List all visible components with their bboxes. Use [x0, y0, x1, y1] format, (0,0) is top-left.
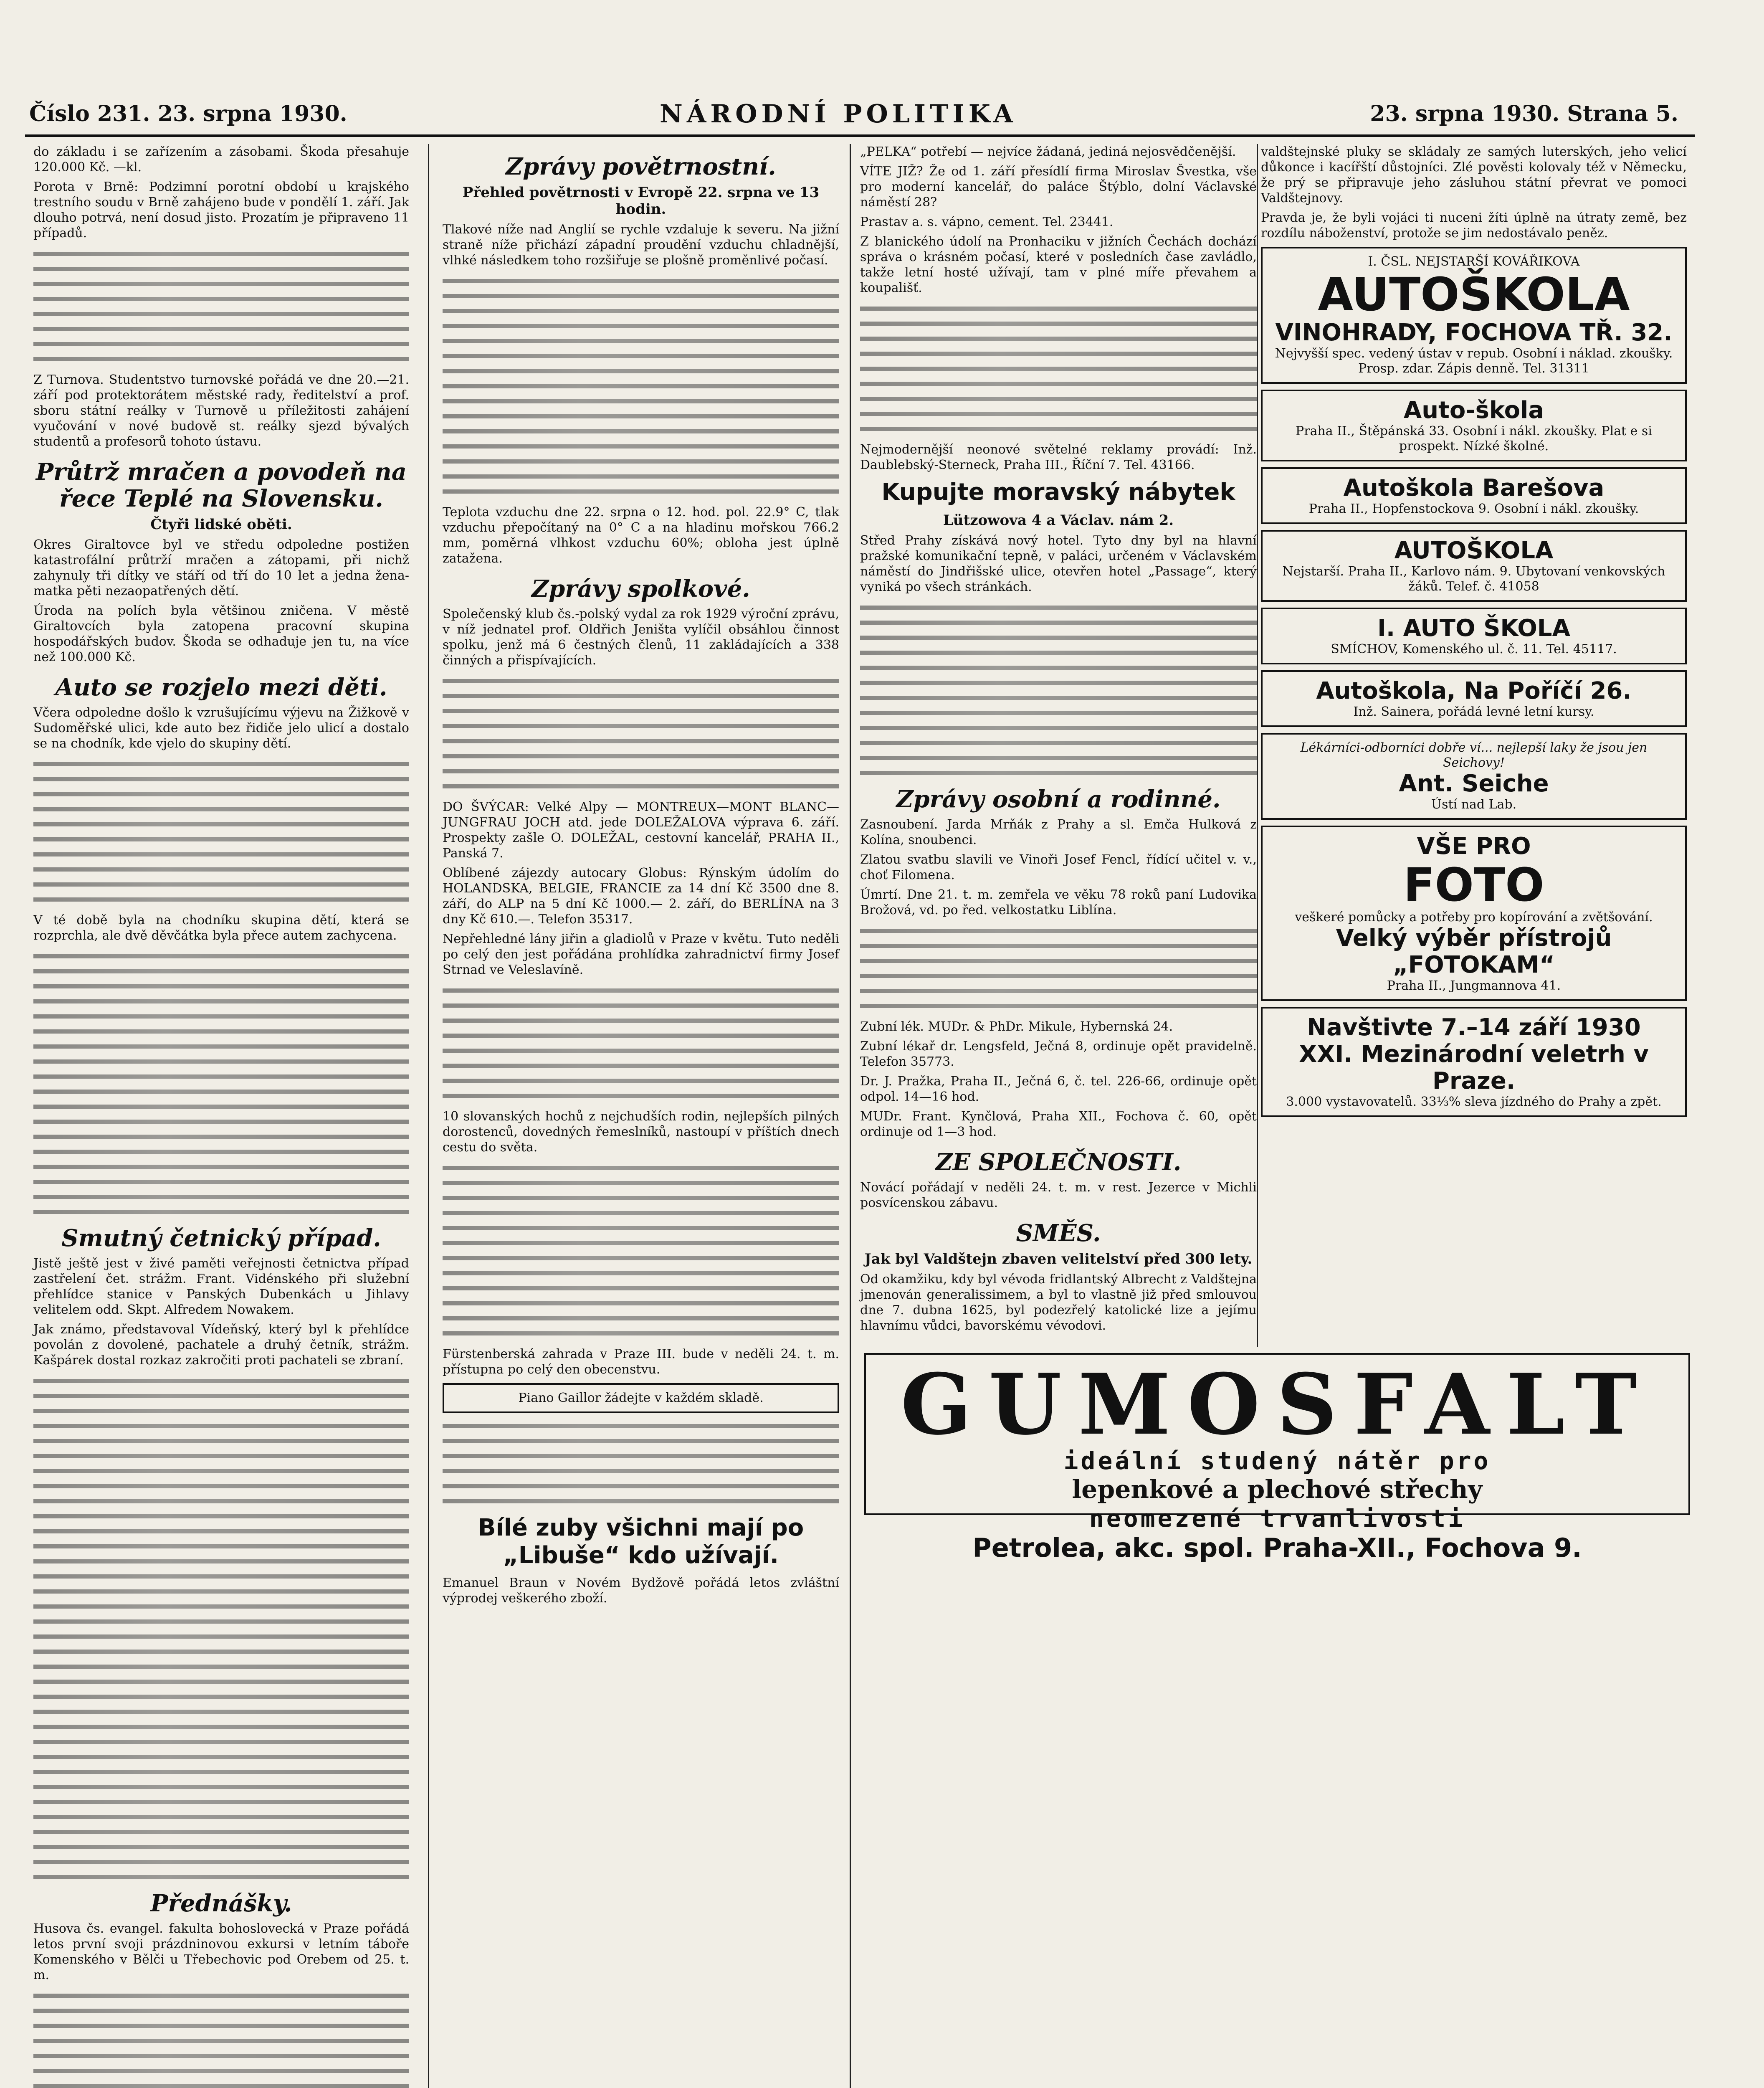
- article-paragraph: Emanuel Braun v Novém Bydžově pořádá letos zvláštní výprodej veškerého zboží.: [443, 1576, 839, 1606]
- article-paragraph: Prastav a. s. vápno, cement. Tel. 23441.: [860, 215, 1114, 229]
- column-divider: [1257, 144, 1258, 1347]
- article-paragraph: Zlatou svatbu slavili ve Vinoři Josef Fencl, řídící učitel v. v., choť Filomena.: [860, 852, 1257, 882]
- column-1: [33, 144, 409, 2088]
- article-paragraph: Zasnoubení. Jarda Mrňák z Prahy a sl. Emča Hulková z Kolína, snoubenci.: [860, 817, 1257, 847]
- article-paragraph: Nepřehledné lány jiřin a gladiolů v Praze v květu. Tuto neděli po celý den jest pořádána prohlídka zahradnictví firmy Josef Strnad ve Veleslavíně.: [443, 932, 839, 977]
- article-subheadline: Jak byl Valdštejn zbaven velitelství před 300 lety.: [864, 1251, 1253, 1267]
- article-paragraph: do základu i se zařízením a zásobami. Škoda přesahuje 120.000 Kč. —kl.: [33, 144, 409, 175]
- text-block: [443, 988, 839, 1098]
- article-paragraph: 10 slovanských hochů z nejchudších rodin, nejlepších pilných dorostenců, dovedných řemeslníků, nastoupí v příštích dnech cestu do světa.: [443, 1109, 839, 1155]
- column-divider: [428, 144, 429, 2088]
- article-paragraph: Oblíbené zájezdy autocary Globus: Rýnským údolím do HOLANDSKA, BELGIE, FRANCIE za 14 dní Kč 3500 dne 8. září, do ALP na 5 dní Kč 1000.— 2. září, do BERLÍNA na 3 dny Kč 610.—. Telefon 35317.: [443, 866, 839, 927]
- text-block: [33, 1379, 409, 1879]
- section-subheadline: Přehled povětrnosti v Evropě 22. srpna ve 13 hodin.: [462, 184, 820, 218]
- article-paragraph: „PELKA“ potřebí — nejvíce žádaná, jediná nejosvědčenější.: [860, 144, 1236, 159]
- text-block: [860, 307, 1257, 431]
- veletrh-ad: Navštivte 7.–14 září 1930 XXI. Mezinárodní veletrh v Praze. 3.000 vystavovatelů. 33⅓% sleva jízdného do Prahy a zpět.: [1261, 1007, 1687, 1117]
- text-block: [860, 929, 1257, 1008]
- text-block: [443, 279, 839, 494]
- fotokam-ad: VŠE PRO FOTO veškeré pomůcky a potřeby pro kopírování a zvětšování. Velký výběr přístrojů „FOTOKAM“ Praha II., Jungmannova 41.: [1261, 826, 1687, 1001]
- autoskola-kovarikova-ad: I. ČSL. NEJSTARŠÍ KOVÁŘIKOVA AUTOŠKOLA VINOHRADY, FOCHOVA TŘ. 32. Nejvyšší spec. vedený ústav v repub. Osobní i náklad. zkoušky. Prosp. zdar. Zápis denně. Tel. 31311: [1261, 247, 1687, 384]
- issue-left: Číslo 231. 23. srpna 1930.: [29, 101, 347, 127]
- article-paragraph: Zubní lékař dr. Lengsfeld, Ječná 8, ordinuje opět pravidelně. Telefon 35773.: [860, 1039, 1257, 1069]
- article-paragraph: Teplota vzduchu dne 22. srpna o 12. hod. pol. 22.9° C, tlak vzduchu přepočítaný na 0° C a na hladinu mořskou 766.2 mm, poměrná vlhkost vzduchu 60%; obloha jest úplně zatažena.: [443, 505, 839, 566]
- article-paragraph: Husova čs. evangel. fakulta bohoslovecká v Praze pořádá letos první svoji prázdninovou exkursi v letním táboře Komenského v Bělči u Třebechovic pod Orebem od 25. t. m.: [33, 1921, 409, 1982]
- article-paragraph: VÍTE JIŽ? Že od 1. září přesídlí firma Miroslav Švestka, vše pro moderní kancelář, do paláce Štýblo, dolní Václavské náměstí 28?: [860, 164, 1257, 210]
- column-2: [443, 144, 839, 1606]
- autoskola-baresova-ad: Autoškola Barešova Praha II., Hopfenstockova 9. Osobní i nákl. zkoušky.: [1261, 467, 1687, 524]
- article-paragraph: Tlakové níže nad Anglií se rychle vzdaluje k severu. Na jižní straně níže přichází západní proudění vzduchu chladnější, vlhké následkem toho rozšiřuje se plošně proměnlivé počasí.: [443, 222, 839, 268]
- ad-line: ideální studený nátěr pro: [1063, 1447, 1491, 1475]
- article-paragraph: Střed Prahy získává nový hotel. Tyto dny byl na hlavní pražské komunikační tepně, v paláci, určeném v Václavském náměstí do Jindřišské ulice, otevřen hotel „Passage“, který vyniká po všech stránkách.: [860, 533, 1257, 594]
- masthead: [25, 97, 1695, 134]
- article-paragraph: MUDr. Frant. Kynčlová, Praha XII., Fochova č. 60, opět ordinuje od 1—3 hod.: [860, 1109, 1257, 1139]
- text-block: [33, 954, 409, 1214]
- text-block: [443, 679, 839, 788]
- ad-line: neomezené trvanlivosti: [1089, 1504, 1465, 1533]
- section-headline: Zprávy povětrnostní.: [506, 153, 776, 180]
- text-block: [443, 1424, 839, 1503]
- ad-title: GUMOSFALT: [901, 1356, 1654, 1454]
- autoskola-porici-ad: Autoškola, Na Poříčí 26. Inž. Sainera, pořádá levné letní kursy.: [1261, 670, 1687, 727]
- ad-line: lepenkové a plechové střechy: [1072, 1475, 1483, 1504]
- ad-headline: Kupujte moravský nábytek: [881, 479, 1235, 506]
- article-paragraph: Porota v Brně: Podzimní porotní období u krajského trestního soudu v Brně zahájeno bude v pondělí 1. září. Jak dlouho potrvá, není dosud jisto. Prozatím je připraveno 11 případů.: [33, 180, 409, 241]
- article-paragraph: Jistě ještě jest v živé paměti veřejnosti četnictva případ zastřelení čet. strážm. Frant. Vidénského při služební přehlídce stanice v Panských Dubenkách u Jihlavy velitelem odd. Skpt. Alfredem Nowakem.: [33, 1256, 409, 1317]
- text-block: [443, 1166, 839, 1335]
- section-headline: Zprávy spolkové.: [531, 575, 750, 603]
- article-paragraph: Od okamžiku, kdy byl vévoda fridlantský Albrecht z Valdštejna jmenován generalissimem, a byl to vlastně již před smlouvou dne 7. dubna 1625, byl podezřelý katolické lize a jejímu hlavnímu vůdci, bavorskému vévodovi.: [860, 1272, 1257, 1333]
- article-headline: Smutný četnický případ.: [61, 1224, 381, 1252]
- article-paragraph: Okres Giraltovce byl ve středu odpoledne postižen katastrofální průtrží mračen a zátopami, při nichž zahynuly tři dítky ve stáří od tří do 10 let a jedna žena-matka pěti nezaopatřených dětí.: [33, 537, 409, 598]
- autoskola-stepanska-ad: Auto-škola Praha II., Štěpánská 33. Osobní i nákl. zkoušky. Plat e si prospekt. Nízké školné.: [1261, 390, 1687, 461]
- article-paragraph: Pravda je, že byli vojáci ti nuceni žíti úplně na útraty země, bez rozdílu náboženství, protože se jim nedostávalo peněz.: [1261, 210, 1687, 241]
- ad-subheadline: Lützowova 4 a Václav. nám 2.: [943, 512, 1174, 529]
- article-paragraph: Nejmodernější neonové světelné reklamy provádí: Inž. Daublebský-Sterneck, Praha III., Říční 7. Tel. 43166.: [860, 442, 1257, 472]
- section-headline: SMĚS.: [1016, 1219, 1101, 1247]
- article-paragraph: Dr. J. Pražka, Praha II., Ječná 6, č. tel. 226-66, ordinuje opět odpol. 14—16 hod.: [860, 1074, 1257, 1104]
- column-4: [1261, 144, 1687, 1501]
- article-headline: Průtrž mračen a povodeň na řece Teplé na Slovensku.: [35, 458, 407, 512]
- section-headline: ZE SPOLEČNOSTI.: [935, 1148, 1182, 1176]
- text-block: [33, 762, 409, 902]
- newspaper-title: NÁRODNÍ POLITIKA: [660, 99, 1017, 129]
- article-paragraph: Úroda na polích byla většinou zničena. V městě Giraltovcích byla zatopena pracovní skupina hospodářských budov. Škoda se odhaduje jen tu, na více než 100.000 Kč.: [33, 603, 409, 664]
- text-block: [33, 1994, 409, 2088]
- autoskola-karlovo-ad: AUTOŠKOLA Nejstarší. Praha II., Karlovo nám. 9. Ubytovaní venkovských žáků. Telef. č. 41058: [1261, 530, 1687, 602]
- text-block: [33, 252, 409, 361]
- classified-ad: Piano Gaillor žádejte v každém skladě.: [443, 1383, 839, 1413]
- article-paragraph: V té době byla na chodníku skupina dětí, která se rozprchla, ale dvě děvčátka byla přece autem zachycena.: [33, 913, 409, 943]
- article-paragraph: valdštejnské pluky se skládaly ze samých luterských, jeho velicí důkonce i kacířští důstojníci. Zlé pověsti kolovaly též v Německu, že prý se připravuje jeho zásluhou státní převrat ve pomoci Valdštejnovy.: [1261, 144, 1687, 205]
- article-paragraph: Včera odpoledne došlo k vzrušujícímu výjevu na Žižkově v Sudoměřské ulici, kde auto bez řidiče jelo ulicí a dostalo se na chodník, kde vjelo do skupiny dětí.: [33, 705, 409, 751]
- article-paragraph: Novácí pořádají v neděli 24. t. m. v rest. Jezerce v Michli posvícenskou zábavu.: [860, 1180, 1257, 1210]
- article-paragraph: Úmrtí. Dne 21. t. m. zemřela ve věku 78 roků paní Ludovika Brožová, vd. po řed. velkostatku Liblína.: [860, 887, 1257, 917]
- article-paragraph: Společenský klub čs.-polský vydal za rok 1929 výroční zprávu, v níž jednatel prof. Oldřich Jeništa vylíčil obsáhlou činnost spolku, jenž má 6 čestných členů, 11 zakládajících a 338 činných a přispívajících.: [443, 607, 839, 668]
- column-3: [860, 144, 1257, 1472]
- article-paragraph: Jak známo, představoval Vídeňský, který byl k přehlídce povolán z dovolené, pachatele a druhý četník, strážm. Kašpárek dostal rozkaz zakročiti proti pachateli se zbraní.: [33, 1322, 409, 1368]
- issue-right: 23. srpna 1930. Strana 5.: [1370, 101, 1678, 127]
- text-block: [860, 606, 1257, 775]
- article-paragraph: Z Turnova. Studentstvo turnovské pořádá ve dne 20.—21. září pod protektorátem městské rady, ředitelství a prof. sboru státní reálky v Turnově u příležitosti zahájení vyučování v nové budově st. reálky sjezd bývalých studentů a profesorů tohoto ústavu.: [33, 372, 409, 449]
- article-paragraph: Zubní lék. MUDr. & PhDr. Mikule, Hybernská 24.: [860, 1019, 1173, 1034]
- article-paragraph: DO ŠVÝCAR: Velké Alpy — MONTREUX—MONT BLANC—JUNGFRAU JOCH atd. jede DOLEŽALOVA výprava 6. září. Prospekty zašle O. DOLEŽAL, cestovní kancelář, PRAHA II., Panská 7.: [443, 800, 839, 861]
- seiche-ad: Lékárníci-odborníci dobře ví... nejlepší laky že jsou jen Seichovy! Ant. Seiche Ústí nad Lab.: [1261, 733, 1687, 820]
- section-headline: Zprávy osobní a rodinné.: [896, 786, 1221, 813]
- column-divider: [850, 144, 851, 2088]
- article-headline: Auto se rozjelo mezi děti.: [55, 674, 387, 701]
- article-subheadline: Čtyři lidské oběti.: [150, 516, 292, 533]
- article-headline: Přednášky.: [150, 1890, 292, 1917]
- ad-footer: Petrolea, akc. spol. Praha-XII., Fochova 9.: [972, 1533, 1582, 1563]
- masthead-rule: [25, 134, 1695, 137]
- article-paragraph: Z blanického údolí na Pronhaciku v jižních Čechách dochází správa o krásném počasí, které v posledních čase zavládlo, takže letní hosté užívají, tam v plné míře převahem a koupališť.: [860, 234, 1257, 295]
- article-paragraph: Fürstenberská zahrada v Praze III. bude v neděli 24. t. m. přístupna po celý den obecenstvu.: [443, 1347, 839, 1377]
- ad-headline: Bílé zuby všichni mají po „Libuše“ kdo užívají.: [478, 1514, 804, 1569]
- autoskola-smichov-ad: I. AUTO ŠKOLA SMÍCHOV, Komenského ul. č. 11. Tel. 45117.: [1261, 608, 1687, 664]
- gumosfalt-ad: [864, 1353, 1690, 1563]
